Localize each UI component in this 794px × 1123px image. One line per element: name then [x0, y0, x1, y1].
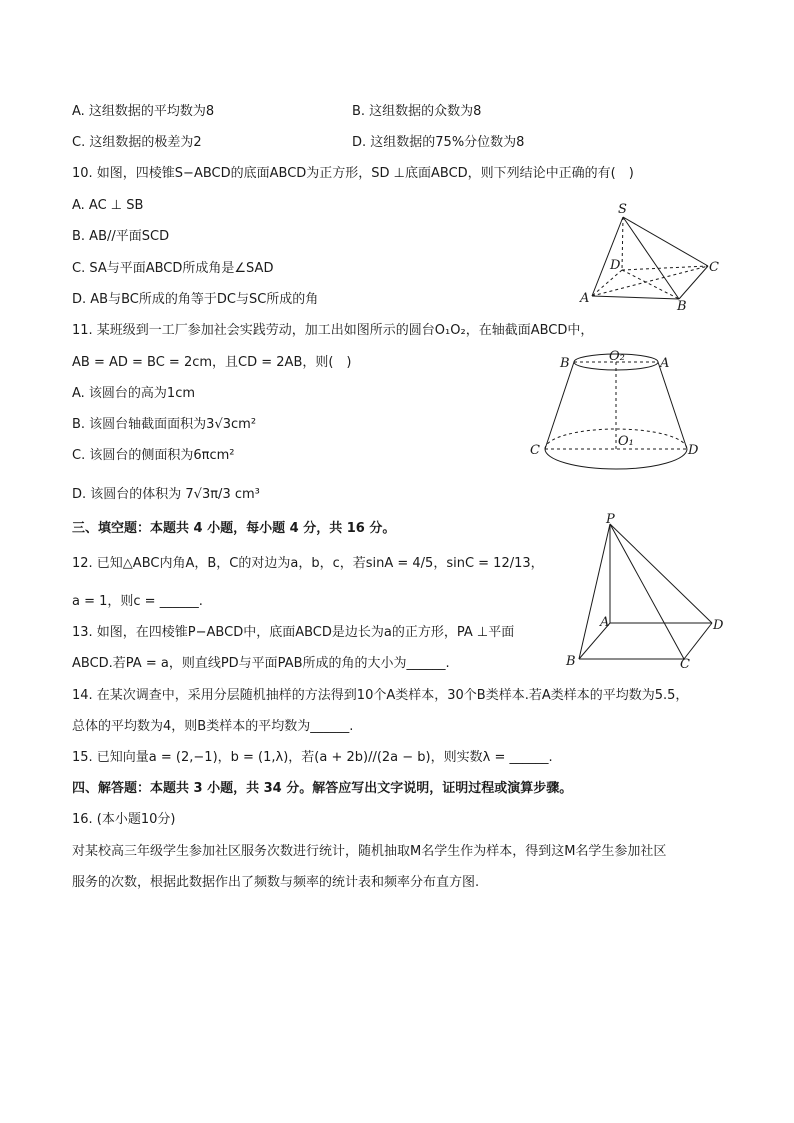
label-d: D [688, 443, 699, 458]
q11-option-a: A. 该圆台的高为1cm [72, 386, 196, 401]
label-b: B [560, 356, 570, 371]
label-o1: O₁ [618, 434, 634, 449]
question-12-cont: a = 1，则c = ______. [72, 594, 203, 609]
option-10-prev-b: B. 这组数据的众数为8 [352, 104, 482, 119]
q10-option-c: C. SA与平面ABCD所成角是∠SAD [72, 261, 274, 276]
question-16-text-cont: 服务的次数，根据此数据作出了频数与频率的统计表和频率分布直方图. [72, 875, 480, 890]
section-3-heading: 三、填空题：本题共 4 小题，每小题 4 分，共 16 分。 [72, 521, 396, 536]
question-10: 10. 如图，四棱锥S−ABCD的底面ABCD为正方形，SD ⊥底面ABCD，则下列结论中正确的有( ) [72, 166, 634, 181]
question-11-cont: AB = AD = BC = 2cm，且CD = 2AB，则( ) [72, 355, 352, 370]
question-14-cont: 总体的平均数为4，则B类样本的平均数为______. [72, 719, 354, 734]
label-d: D [713, 618, 724, 633]
q11-option-b: B. 该圆台轴截面面积为3√3cm² [72, 417, 257, 432]
label-c: C [709, 260, 719, 275]
label-b: B [566, 654, 576, 669]
q10-option-a: A. AC ⊥ SB [72, 198, 144, 213]
question-13: 13. 如图，在四棱锥P−ABCD中，底面ABCD是边长为a的正方形，PA ⊥平面 [72, 625, 515, 640]
q10-option-d: D. AB与BC所成的角等于DC与SC所成的角 [72, 292, 319, 307]
label-d: D [610, 258, 621, 273]
section-4-heading: 四、解答题：本题共 3 小题，共 34 分。解答应写出文字说明，证明过程或演算步骤。 [72, 781, 573, 796]
q10-option-b: B. AB//平面SCD [72, 229, 170, 244]
label-a: A [580, 291, 590, 306]
option-10-prev-d: D. 这组数据的75%分位数为8 [352, 135, 525, 150]
label-p: P [606, 512, 615, 527]
label-b: B [677, 299, 687, 314]
frustum-figure-q11 [525, 345, 710, 480]
label-c: C [530, 443, 540, 458]
option-10-prev-a: A. 这组数据的平均数为8 [72, 104, 215, 119]
question-15: 15. 已知向量a = (2,−1)，b = (1,λ)，若(a + 2b)//(2a − b)，则实数λ = ______. [72, 750, 553, 765]
q11-option-c: C. 该圆台的侧面积为6πcm² [72, 448, 235, 463]
pyramid-figure-q13 [562, 512, 732, 672]
question-14: 14. 在某次调查中，采用分层随机抽样的方法得到10个A类样本，30个B类样本.若A类样本的平均数为5.5， [72, 688, 689, 703]
label-o2: O₂ [609, 349, 625, 364]
label-a: A [660, 356, 670, 371]
label-c: C [680, 657, 690, 672]
q11-option-d: D. 该圆台的体积为 7√3π/3 cm³ [72, 487, 260, 502]
label-s: S [618, 202, 627, 217]
question-13-cont: ABCD.若PA = a，则直线PD与平面PAB所成的角的大小为______. [72, 656, 450, 671]
question-16: 16. (本小题10分) [72, 812, 176, 827]
label-a: A [600, 615, 610, 630]
option-10-prev-c: C. 这组数据的极差为2 [72, 135, 202, 150]
question-11: 11. 某班级到一工厂参加社会实践劳动，加工出如图所示的圆台O₁O₂，在轴截面ABCD中， [72, 323, 594, 338]
question-12: 12. 已知△ABC内角A，B，C的对边为a，b，c，若sinA = 4/5，sinC = 12/13， [72, 556, 544, 571]
pyramid-figure-q10 [575, 200, 735, 315]
question-16-text: 对某校高三年级学生参加社区服务次数进行统计，随机抽取M名学生作为样本，得到这M名学生参加社区 [72, 844, 667, 859]
